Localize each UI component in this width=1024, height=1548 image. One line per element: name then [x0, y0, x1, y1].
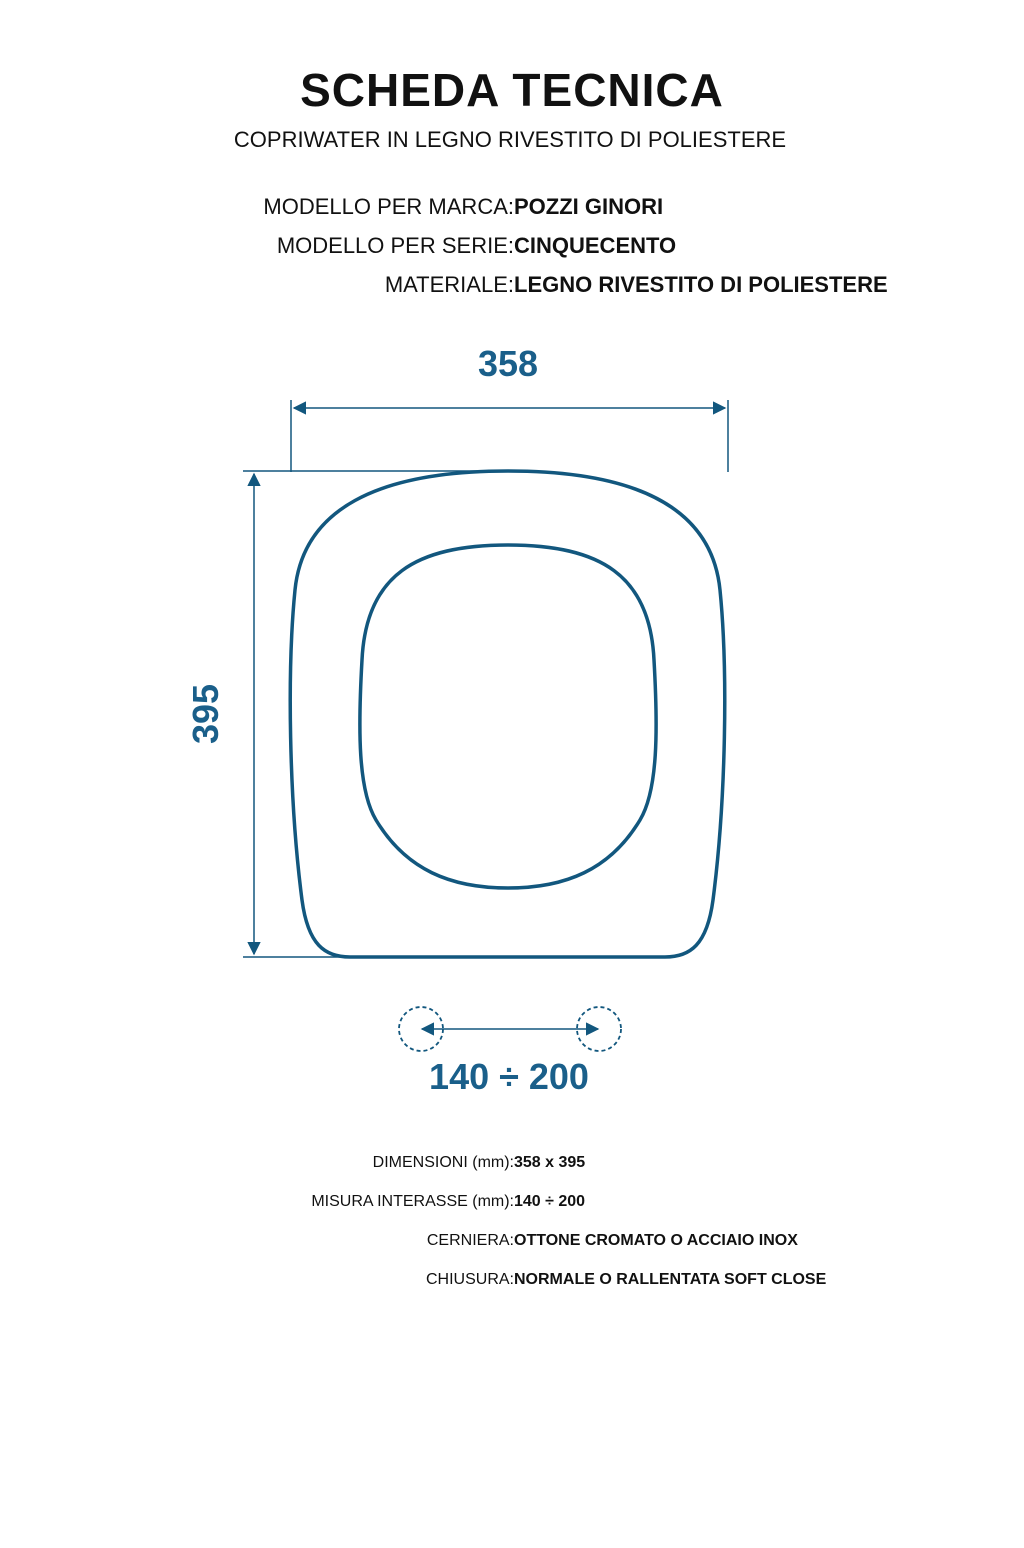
seat-inner-opening [360, 545, 656, 888]
hinge-label: 140 ÷ 200 [429, 1056, 589, 1097]
spec-row-interaxis [0, 1193, 1024, 1223]
hinge-dimension [399, 1007, 621, 1097]
height-label: 395 [185, 683, 226, 745]
page-subtitle: COPRIWATER IN LEGNO RIVESTITO DI POLIESTERE [233, 127, 787, 152]
spec-value: LEGNO RIVESTITO DI POLIESTERE [514, 272, 888, 297]
spec-label: MISURA INTERASSE (mm): [311, 1193, 514, 1210]
spec-value: CINQUECENTO [514, 233, 677, 258]
width-dimension [291, 343, 728, 472]
spec-label: MODELLO PER MARCA: [263, 194, 514, 219]
spec-value: 358 x 395 [514, 1154, 586, 1171]
spec-label: DIMENSIONI (mm): [372, 1154, 514, 1171]
spec-value: 140 ÷ 200 [514, 1193, 586, 1210]
spec-row-hinge [0, 1232, 1024, 1262]
page-title: SCHEDA TECNICA [300, 64, 724, 116]
spec-row-closure [0, 1271, 1024, 1301]
spec-row-dimensions [0, 1154, 1024, 1184]
spec-value: POZZI GINORI [514, 194, 664, 219]
spec-value: OTTONE CROMATO O ACCIAIO INOX [514, 1232, 798, 1249]
spec-label: CERNIERA: [426, 1232, 514, 1249]
width-label: 358 [477, 343, 539, 384]
spec-value: NORMALE O RALLENTATA SOFT CLOSE [514, 1271, 827, 1288]
spec-label: MATERIALE: [384, 272, 514, 297]
spec-label: MODELLO PER SERIE: [276, 233, 514, 258]
spec-label: CHIUSURA: [425, 1271, 514, 1288]
